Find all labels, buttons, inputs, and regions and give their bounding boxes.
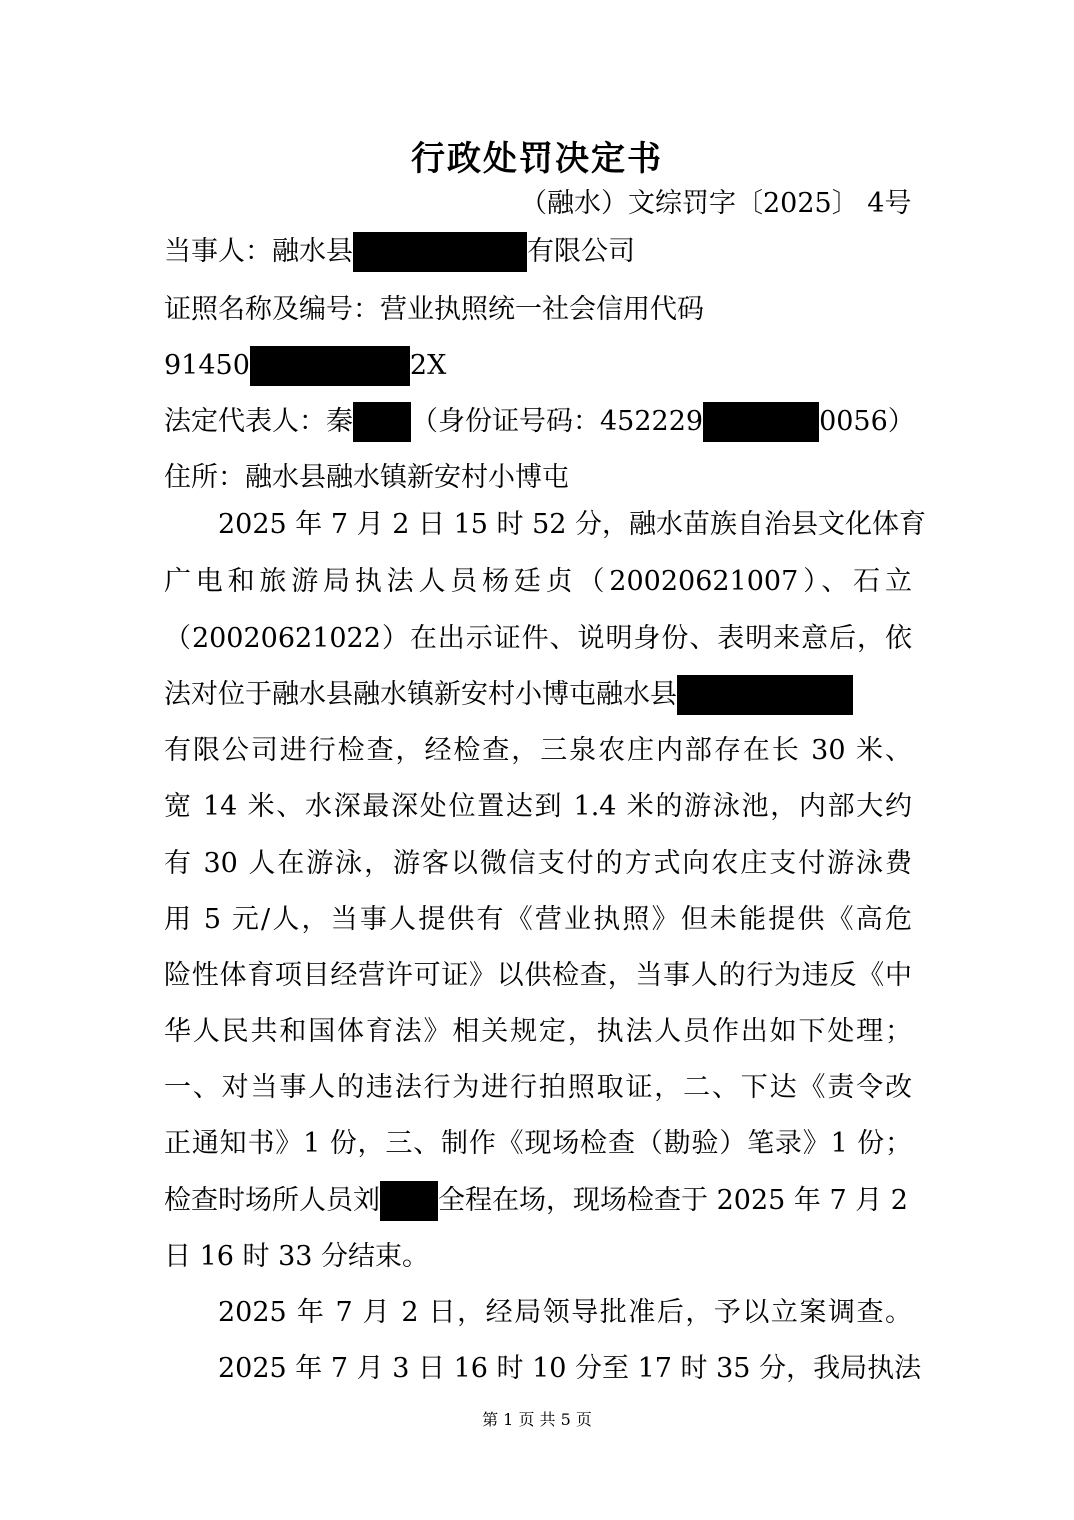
body-line: 正通知书》1 份，三、制作《现场检查（勘验）笔录》1 份；	[164, 1128, 912, 1159]
party-suffix: 有限公司	[527, 236, 635, 267]
address-line: 住所：融水县融水镇新安村小博屯	[164, 462, 569, 493]
legal-rep-line	[164, 402, 915, 442]
body-line: 2025 年 7 月 3 日 16 时 10 分至 17 时 35 分，我局执法	[218, 1353, 922, 1384]
license-code-prefix: 91450	[164, 350, 250, 381]
legal-rep-id-suffix: 0056）	[819, 406, 915, 437]
body-line: 广电和旅游局执法人员杨廷贞（20020621007）、石立	[164, 566, 912, 597]
redaction-box	[677, 675, 853, 715]
body-line-with-redaction	[164, 675, 912, 715]
body-line: 用 5 元/人，当事人提供有《营业执照》但未能提供《高危	[164, 904, 912, 935]
party-line	[164, 232, 912, 272]
license-label: 证照名称及编号：营业执照统一社会信用代码	[164, 294, 704, 325]
body-line: 华人民共和国体育法》相关规定，执法人员作出如下处理；	[164, 1016, 912, 1047]
legal-rep-id-label: （身份证号码：452229	[411, 406, 704, 437]
license-code-line	[164, 346, 912, 386]
redaction-box	[380, 1181, 438, 1221]
body-line-with-redaction	[164, 1181, 912, 1221]
body-line: 宽 14 米、水深最深处位置达到 1.4 米的游泳池，内部大约	[164, 791, 912, 822]
body-line: 2025 年 7 月 2 日，经局领导批准后，予以立案调查。	[218, 1297, 912, 1328]
document-title: 行政处罚决定书	[411, 139, 663, 179]
body-line: 险性体育项目经营许可证》以供检查，当事人的行为违反《中	[164, 960, 912, 991]
redaction-box	[703, 402, 819, 442]
body-line: 一、对当事人的违法行为进行拍照取证，二、下达《责令改	[164, 1072, 912, 1103]
redaction-box	[250, 346, 410, 386]
body-line: 日 16 时 33 分结束。	[164, 1241, 430, 1272]
body-line: 法对位于融水县融水镇新安村小博屯融水县	[164, 679, 677, 710]
document-number: （融水）文综罚字〔2025〕 4号	[520, 188, 912, 219]
body-line: （20020621022）在出示证件、说明身份、表明来意后，依	[164, 623, 912, 654]
party-label: 当事人：融水县	[164, 236, 353, 267]
body-line: 全程在场，现场检查于 2025 年 7 月 2	[438, 1185, 908, 1216]
body-line: 有 30 人在游泳，游客以微信支付的方式向农庄支付游泳费	[164, 848, 912, 879]
page-footer: 第 1 页 共 5 页	[482, 1410, 592, 1429]
redaction-box	[353, 402, 411, 442]
body-line: 有限公司进行检查，经检查，三泉农庄内部存在长 30 米、	[164, 735, 912, 766]
body-line: 2025 年 7 月 2 日 15 时 52 分，融水苗族自治县文化体育	[218, 509, 927, 540]
redaction-box	[353, 232, 527, 272]
legal-rep-label: 法定代表人：秦	[164, 406, 353, 437]
license-code-suffix: 2X	[409, 350, 447, 381]
body-line: 检查时场所人员刘	[164, 1185, 380, 1216]
